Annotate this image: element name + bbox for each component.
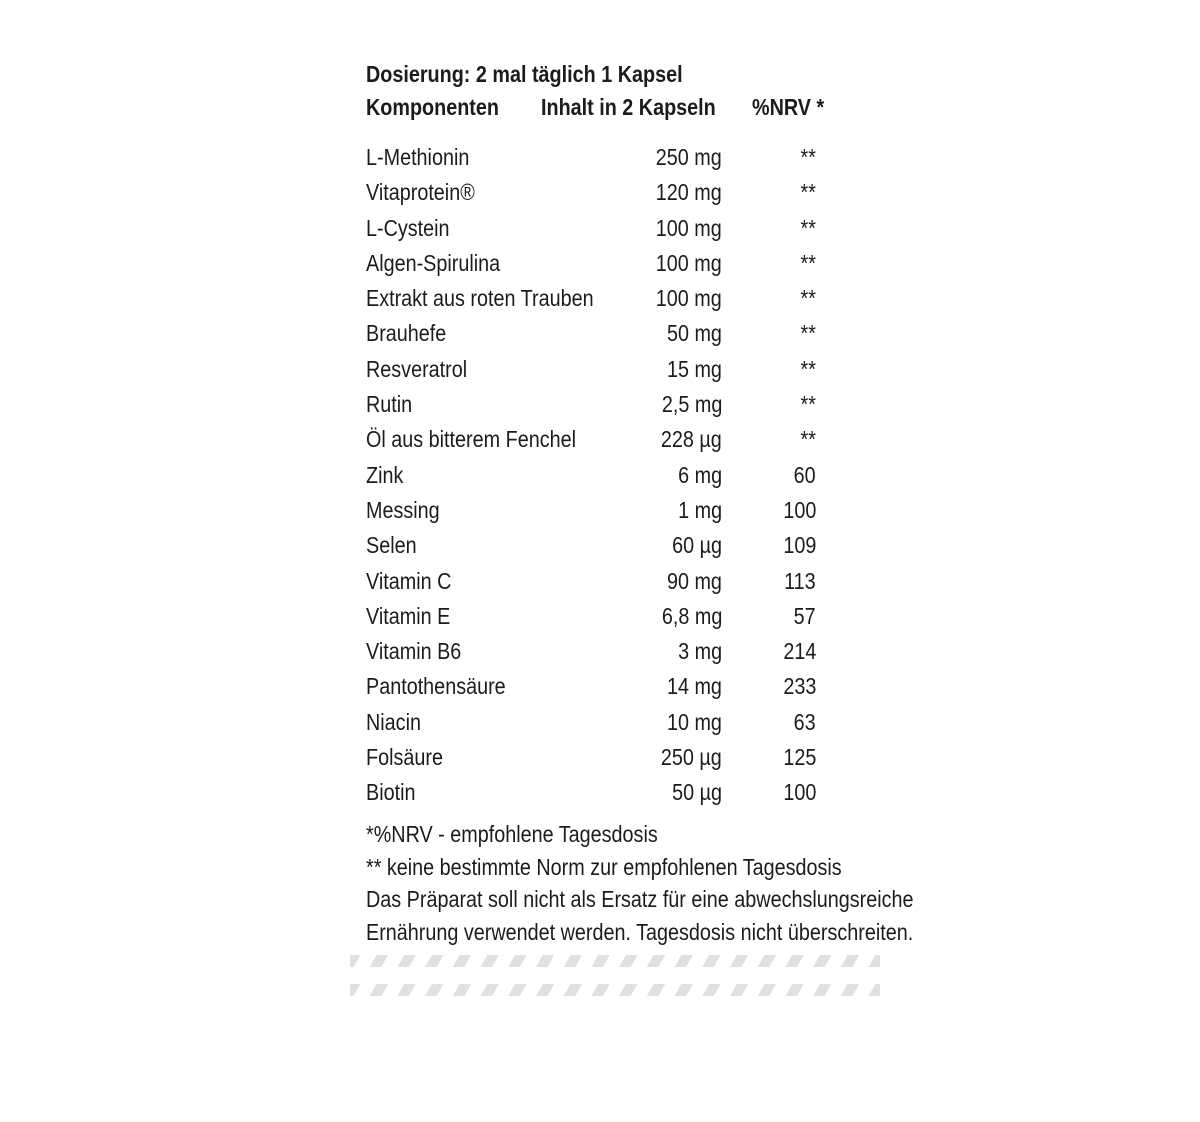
ingredient-name: Öl aus bitterem Fenchel [366,426,576,453]
ingredient-amount: 60 µg [672,532,722,559]
ingredient-amount: 1 mg [678,496,722,523]
ingredient-amount: 50 mg [667,320,722,347]
ingredient-nrv: 100 [782,779,816,806]
table-row [366,528,886,563]
ingredient-name: Vitaprotein® [366,179,475,206]
ingredient-name: Brauhefe [366,320,447,347]
ingredient-name: Vitamin B6 [366,638,462,665]
ingredient-name: L-Methionin [366,144,470,170]
ingredient-amount: 2,5 mg [661,391,722,418]
ingredient-name: Selen [366,532,417,559]
table-row [366,493,886,528]
disclaimer-line-2: Ernährung verwendet werden. Tagesdosis nicht überschreiten. [366,918,914,945]
table-row [366,316,886,351]
ingredient-amount: 6 mg [678,461,722,488]
ingredient-name: Folsäure [366,744,443,771]
ingredient-name: Biotin [366,779,416,806]
table-row [366,352,886,387]
ingredient-name: Zink [366,461,404,488]
table-row [366,387,886,422]
ingredient-amount: 100 mg [656,214,722,241]
ingredient-name: Algen-Spirulina [366,249,501,276]
ingredient-amount: 100 mg [656,249,722,276]
table-row [366,599,886,634]
ingredient-nrv: ** [800,391,816,418]
table-row [366,175,886,210]
ingredient-name: Niacin [366,708,421,735]
ingredient-nrv: 100 [782,496,816,523]
ingredient-nrv: 57 [793,602,816,629]
table-row [366,281,886,316]
ingredient-nrv: ** [800,144,816,170]
nutrition-label [366,58,886,806]
ingredient-nrv: ** [800,249,816,276]
ingredient-nrv: 233 [782,673,816,700]
table-row [366,564,886,599]
ingredient-amount: 120 mg [656,179,722,206]
table-row [366,211,886,246]
ingredient-amount: 10 mg [667,708,722,735]
table-row [366,669,886,704]
column-header-nrv: %NRV * [752,94,825,120]
decorative-stripes [350,955,880,967]
ingredient-name: Resveratrol [366,355,468,382]
ingredient-nrv: ** [800,214,816,241]
table-row [366,246,886,281]
ingredient-nrv: 109 [782,532,816,559]
ingredient-nrv: 125 [782,744,816,771]
ingredient-name: Extrakt aus roten Trauben [366,285,594,312]
ingredient-nrv: 214 [782,638,816,665]
ingredient-amount: 250 mg [656,144,722,170]
table-row [366,705,886,740]
footnote-no-norm: ** keine bestimmte Norm zur empfohlenen Tagesdosis [366,853,842,880]
column-header-amount: Inhalt in 2 Kapseln [541,94,716,120]
ingredients-table [366,140,886,811]
footnote-nrv: *%NRV - empfohlene Tagesdosis [366,821,658,847]
ingredient-amount: 228 µg [661,426,722,453]
table-row [366,140,886,175]
ingredient-nrv: ** [800,355,816,382]
dosage-heading: Dosierung: 2 mal täglich 1 Kapsel [366,61,683,87]
ingredient-name: Rutin [366,391,413,418]
column-header-component: Komponenten [366,94,499,120]
disclaimer-line-1: Das Präparat soll nicht als Ersatz für eine abwechslungsreiche [366,886,914,912]
ingredient-amount: 6,8 mg [661,602,722,629]
ingredient-nrv: 113 [784,567,816,594]
ingredient-amount: 90 mg [667,567,722,594]
ingredient-name: Vitamin E [366,602,451,629]
ingredient-nrv: 60 [793,461,816,488]
ingredient-nrv: ** [800,179,816,206]
ingredient-nrv: 63 [793,708,816,735]
decorative-stripes [350,984,880,996]
ingredient-amount: 250 µg [661,744,722,771]
ingredient-name: L-Cystein [366,214,450,241]
ingredient-amount: 15 mg [667,355,722,382]
ingredient-nrv: ** [800,285,816,312]
ingredient-amount: 3 mg [678,638,722,665]
table-row [366,634,886,669]
table-row [366,422,886,457]
ingredient-name: Messing [366,496,440,523]
ingredient-amount: 100 mg [656,285,722,312]
table-row [366,775,886,810]
ingredient-amount: 50 µg [672,779,722,806]
ingredient-nrv: ** [800,426,816,453]
footnotes [366,818,926,948]
ingredient-amount: 14 mg [667,673,722,700]
ingredient-nrv: ** [800,320,816,347]
table-header [366,91,886,124]
table-row [366,458,886,493]
ingredient-name: Vitamin C [366,567,452,594]
ingredient-name: Pantothensäure [366,673,506,700]
table-row [366,740,886,775]
